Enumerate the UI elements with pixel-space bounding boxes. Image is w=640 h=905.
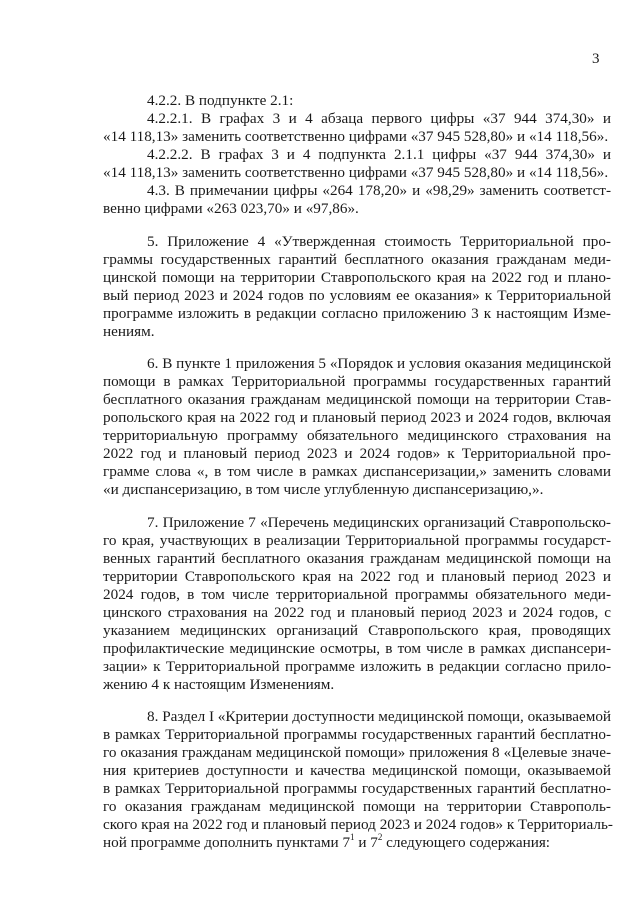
text-line: в рамках Территориальной программы государственных гарантий бесплатно- xyxy=(103,780,611,797)
text-line: в рамках Территориальной программы государственных гарантий бесплатно- xyxy=(103,726,611,743)
text-line: 4.2.2.1. В графах 3 и 4 абзаца первого цифры «37 944 374,30» и xyxy=(147,110,611,127)
text-line: го оказания гражданам медицинской помощи» приложения 8 «Целевые значе- xyxy=(103,744,611,761)
text-segment: и 7 xyxy=(354,834,378,851)
text-line: 5. Приложение 4 «Утвержденная стоимость Территориальной про- xyxy=(147,233,611,250)
text-line: грамме слова «, в том числе в рамках диспансеризации,» заменить словами xyxy=(103,463,611,480)
text-line: зации» к Территориальной программе изложить в редакции согласно прило- xyxy=(103,658,611,675)
text-line: вый период 2023 и 2024 годов по условиям ее оказания» к Территориальной xyxy=(103,287,611,304)
text-line: профилактические медицинские осмотры, в том числе в рамках диспансери- xyxy=(103,640,611,657)
text-line: «14 118,13» заменить соответственно цифрами «37 945 528,80» и «14 118,56». xyxy=(103,164,609,181)
superscript: 1 xyxy=(350,831,355,842)
text-line: «и диспансеризацию, в том числе углубленную диспансеризацию,». xyxy=(103,481,544,498)
text-line: жению 4 к настоящим Изменениям. xyxy=(103,676,335,693)
text-line-final xyxy=(103,831,611,852)
text-line: бесплатного оказания гражданам медицинской помощи на территории Став- xyxy=(103,391,611,408)
text-line: нениям. xyxy=(103,323,155,340)
text-line: 4.2.2. В подпункте 2.1: xyxy=(147,92,294,109)
text-segment: ной программе дополнить пунктами 7 xyxy=(103,834,351,851)
text-line: ского края на 2022 год и плановый период 2023 и 2024 годов» к Территориаль- xyxy=(103,816,613,833)
text-line: го края, участвующих в реализации Территориальной программы государст- xyxy=(103,532,611,549)
text-line: 2024 годов, в том числе территориальной программы обязательного меди- xyxy=(103,586,611,603)
text-line: 4.2.2.2. В графах 3 и 4 подпункта 2.1.1 цифры «37 944 374,30» и xyxy=(147,146,611,163)
text-line: 6. В пункте 1 приложения 5 «Порядок и условия оказания медицинской xyxy=(147,355,612,372)
text-line: указанием медицинских организаций Ставропольского края, проводящих xyxy=(103,622,611,639)
text-line: 4.3. В примечании цифры «264 178,20» и «98,29» заменить соответст- xyxy=(147,182,611,199)
text-segment: следующего содержания: xyxy=(382,834,551,851)
text-line: «14 118,13» заменить соответственно цифрами «37 945 528,80» и «14 118,56». xyxy=(103,128,609,145)
text-line: венно цифрами «263 023,70» и «97,86». xyxy=(103,200,359,217)
text-line: программе изложить в редакции согласно приложению 3 к настоящим Изме- xyxy=(103,305,611,322)
text-line: территориальную программу обязательного медицинского страхования на xyxy=(103,427,611,444)
superscript: 2 xyxy=(377,831,383,842)
page-number: 3 xyxy=(592,51,600,67)
text-line: ния критериев доступности и качества медицинской помощи, оказываемой xyxy=(103,762,611,779)
text-line: территории Ставропольского края на 2022 год и плановый период 2023 и xyxy=(103,568,611,585)
text-line: цинской помощи на территории Ставропольского края на 2022 год и плано- xyxy=(103,269,611,286)
text-line: 2022 год и плановый период 2023 и 2024 годов» к Территориальной про- xyxy=(103,445,611,462)
text-line: ропольского края на 2022 год и плановый период 2023 и 2024 годов, включая xyxy=(103,409,611,426)
text-line: 8. Раздел I «Критерии доступности медицинской помощи, оказываемой xyxy=(147,708,612,725)
text-line: помощи в рамках Территориальной программы государственных гарантий xyxy=(103,373,611,390)
text-line: 7. Приложение 7 «Перечень медицинских организаций Ставропольско- xyxy=(147,514,611,531)
text-line: граммы государственных гарантий бесплатного оказания гражданам меди- xyxy=(103,251,611,268)
text-line: го оказания гражданам медицинской помощи на территории Ставрополь- xyxy=(103,798,611,815)
text-line: цинского страхования на 2022 год и плановый период 2023 и 2024 годов, с xyxy=(103,604,611,621)
text-line: венных гарантий бесплатного оказания гражданам медицинской помощи на xyxy=(103,550,611,567)
